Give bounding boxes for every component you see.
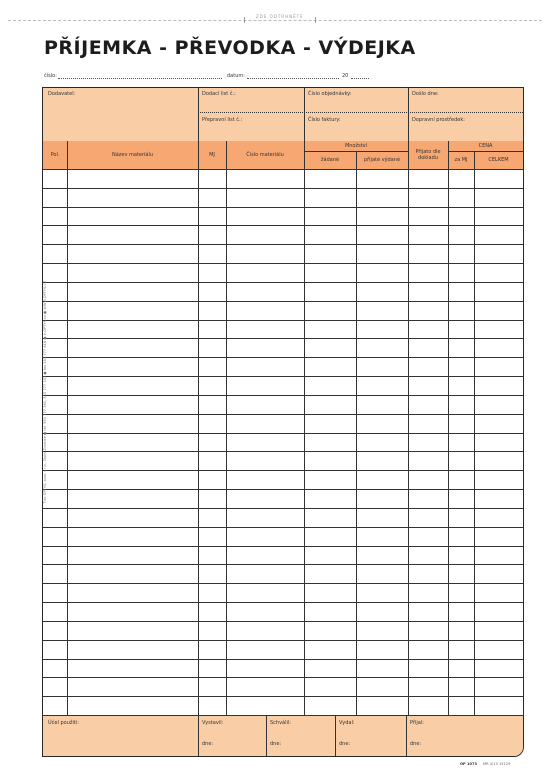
table-row-line (43, 188, 523, 189)
number-field[interactable] (58, 78, 222, 79)
table-row-line (43, 357, 523, 358)
order-number-label[interactable]: Číslo objednávky: (308, 91, 352, 97)
table-row-line (43, 489, 523, 490)
table-row-line (43, 470, 523, 471)
approved-date-label[interactable]: dne: (270, 741, 282, 747)
transport-list-label[interactable]: Přepravní list č.: (202, 117, 243, 123)
table-row-line (43, 395, 523, 396)
table-row-line (43, 433, 523, 434)
received-date-label[interactable]: dne: (410, 741, 422, 747)
arrived-date-label[interactable]: Došlo dne: (412, 91, 439, 97)
table-row-line (43, 640, 523, 641)
col-received-per-doc: Přijato dle dokladu (408, 141, 448, 169)
col-material-name: Název materiálu (67, 141, 198, 169)
purpose-label[interactable]: Účel použití: (48, 720, 79, 726)
table-row-line (43, 414, 523, 415)
year-prefix: 20 (342, 73, 349, 79)
table-row-line (43, 282, 523, 283)
table-row-line (43, 696, 523, 697)
handed-by-label[interactable]: Vydal: (339, 720, 355, 726)
table-row-line (43, 338, 523, 339)
table-row-line (43, 225, 523, 226)
col-position: Pol. (43, 141, 67, 169)
invoice-number-label[interactable]: Číslo faktury: (308, 117, 341, 123)
issued-by-label[interactable]: Vystavil: (202, 720, 224, 726)
table-row-line (43, 583, 523, 584)
form-table (42, 87, 524, 757)
col-unit: MJ (198, 141, 226, 169)
col-price-total: CELKEM (474, 151, 523, 169)
table-row-line (43, 546, 523, 547)
issued-date-label[interactable]: dne: (202, 741, 214, 747)
form-title: PŘÍJEMKA - PŘEVODKA - VÝDEJKA (44, 37, 416, 59)
date-label: datum: (227, 73, 245, 79)
table-row-line (43, 207, 523, 208)
col-quantity: Množství (304, 141, 408, 151)
transport-vehicle-label[interactable]: Dopravní prostředek: (412, 117, 465, 123)
table-row-line (43, 659, 523, 660)
table-row-line (43, 244, 523, 245)
table-row-line (43, 320, 523, 321)
table-row-line (43, 301, 523, 302)
table-row-line (43, 263, 523, 264)
number-label: číslo: (44, 73, 57, 79)
tear-off-label: ZDE ODTRHNĚTE (250, 14, 310, 19)
table-row-line (43, 508, 523, 509)
handed-date-label[interactable]: dne: (339, 741, 351, 747)
approved-by-label[interactable]: Schválil: (270, 720, 291, 726)
col-received-issued: přijaté výdané (356, 151, 408, 169)
table-row-line (43, 621, 523, 622)
col-requested: žádané (304, 151, 356, 169)
table-row-line (43, 527, 523, 528)
date-field[interactable] (247, 78, 339, 79)
table-row-line (43, 564, 523, 565)
header-block (43, 88, 523, 141)
year-field[interactable] (351, 78, 369, 79)
col-price: CENA (448, 141, 523, 151)
table-row-line (43, 376, 523, 377)
printer-imprint: Tisk OPTYS, spol. s r.o., Dolní Životice ● tel. 553 777 361, 553 777 333 ● fax 553 777 418 ● e-OPTYS.cz ● WWW.OPTYS.CZ (43, 280, 47, 504)
delivery-note-label[interactable]: Dodací list č.: (202, 91, 236, 97)
table-row-line (43, 677, 523, 678)
table-row-line (43, 451, 523, 452)
tear-tick (244, 17, 245, 23)
supplier-label: Dodavatel: (48, 91, 76, 97)
tear-tick (315, 17, 316, 23)
table-row-line (43, 602, 523, 603)
tear-off-line (8, 20, 542, 21)
received-by-label[interactable]: Přijal: (410, 720, 424, 726)
form-code-small: MR 4/13 15129 (483, 762, 511, 766)
form-code: OP 1073 (460, 762, 477, 766)
col-material-number: Číslo materiálu (226, 141, 304, 169)
col-price-per-unit: za MJ (448, 151, 474, 169)
